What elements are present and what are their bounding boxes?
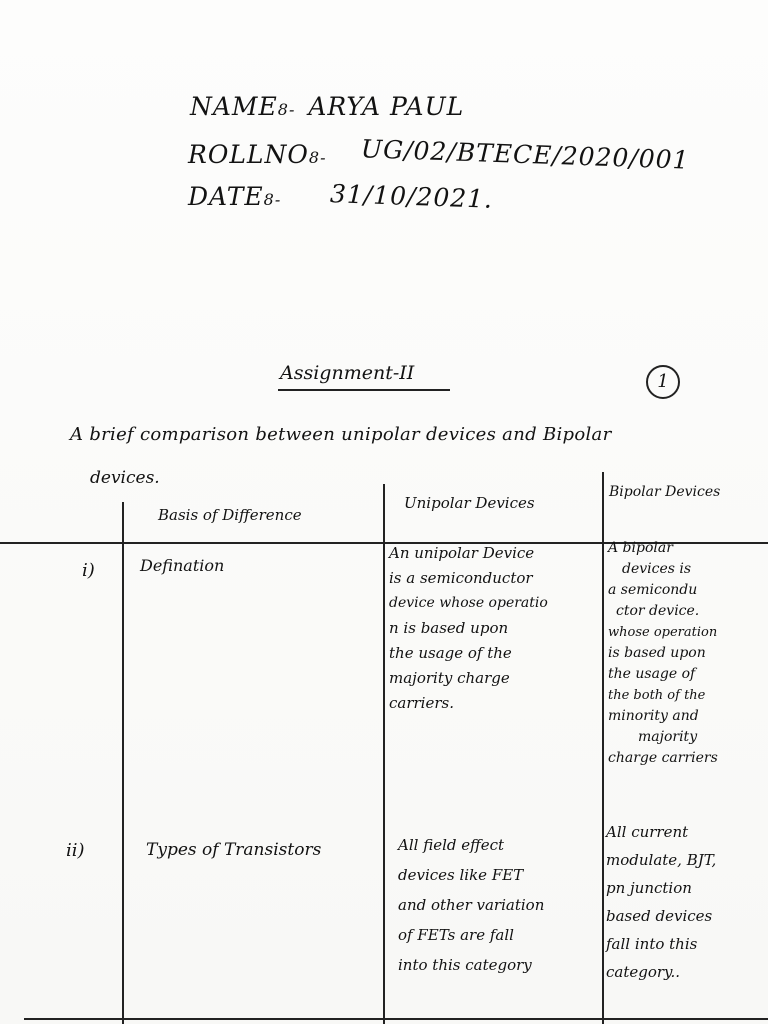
row1-unipolar-line: An unipolar Device	[389, 544, 535, 562]
name-value: ARYA PAUL	[308, 92, 465, 121]
roll-value: UG/02/BTECE/2020/001	[361, 134, 691, 175]
intro-line-1: A brief comparison between unipolar devices and Bipolar	[70, 424, 612, 445]
header-bipolar: Bipolar Devices	[609, 484, 721, 500]
row2-bipolar-line: fall into this	[606, 935, 698, 953]
row1-unipolar-line: is a semiconductor	[389, 569, 533, 587]
row2-basis: Types of Transistors	[146, 840, 322, 860]
roll-separator: 8-	[308, 148, 327, 167]
date-line	[188, 179, 494, 214]
row1-unipolar-line: the usage of the	[389, 644, 512, 662]
row1-basis: Defination	[140, 556, 225, 575]
roll-line	[188, 134, 691, 175]
table-col-divider-3	[602, 472, 604, 1024]
date-value: 31/10/2021.	[329, 179, 494, 214]
row1-index: i)	[82, 560, 95, 581]
table-col-divider-2	[383, 484, 385, 1024]
row2-unipolar-cell	[398, 830, 544, 980]
row1-bipolar-line: charge carriers	[608, 750, 718, 766]
row1-bipolar-line: A bipolar	[608, 540, 673, 556]
row2-bipolar-line: category..	[606, 963, 681, 981]
name-separator: 8-	[277, 100, 296, 119]
row2-bipolar-line: based devices	[606, 907, 713, 925]
row2-unipolar-line: of FETs are fall	[398, 926, 514, 944]
page-number-circle: 1	[646, 365, 680, 399]
row2-bipolar-line: modulate, BJT,	[606, 851, 717, 869]
row1-bipolar-cell	[608, 538, 718, 769]
row2-bipolar-line: pn junction	[606, 879, 692, 897]
row2-unipolar-line: devices like FET	[398, 866, 524, 884]
row2-bipolar-cell	[606, 818, 716, 986]
row1-bipolar-line: whose operation	[608, 625, 718, 640]
intro-line-2: devices.	[90, 468, 160, 488]
row2-bipolar-line: All current	[606, 823, 689, 841]
row1-bipolar-line: devices is	[622, 561, 692, 577]
row1-bipolar-line: is based upon	[608, 645, 706, 661]
name-label: NAME	[190, 92, 278, 121]
header-unipolar: Unipolar Devices	[404, 494, 535, 512]
row1-unipolar-line: majority charge	[389, 669, 510, 687]
row2-unipolar-line: into this category	[398, 956, 532, 974]
table-col-divider-1	[122, 502, 124, 1024]
header-basis: Basis of Difference	[158, 506, 302, 524]
row1-bipolar-line: majority	[638, 729, 698, 745]
table-bottom-rule	[24, 1018, 768, 1020]
row1-bipolar-line: the both of the	[608, 688, 706, 703]
row1-bipolar-line: a semicondu	[608, 582, 698, 598]
row1-bipolar-line: ctor device.	[616, 603, 700, 619]
row1-unipolar-line: carriers.	[389, 694, 454, 712]
row1-unipolar-line: n is based upon	[389, 619, 509, 637]
row2-index: ii)	[66, 840, 85, 861]
row1-bipolar-line: minority and	[608, 708, 699, 724]
title-underline	[278, 389, 450, 391]
roll-label: ROLLNO	[188, 140, 309, 169]
row2-unipolar-line: and other variation	[398, 896, 545, 914]
row1-bipolar-line: the usage of	[608, 666, 696, 682]
name-line	[190, 92, 464, 121]
row2-unipolar-line: All field effect	[398, 836, 505, 854]
date-label: DATE	[188, 182, 264, 211]
assignment-title: Assignment-II	[280, 362, 415, 384]
row1-unipolar-cell	[389, 541, 548, 716]
date-separator: 8-	[263, 190, 282, 209]
row1-unipolar-line: device whose operatio	[389, 595, 548, 611]
